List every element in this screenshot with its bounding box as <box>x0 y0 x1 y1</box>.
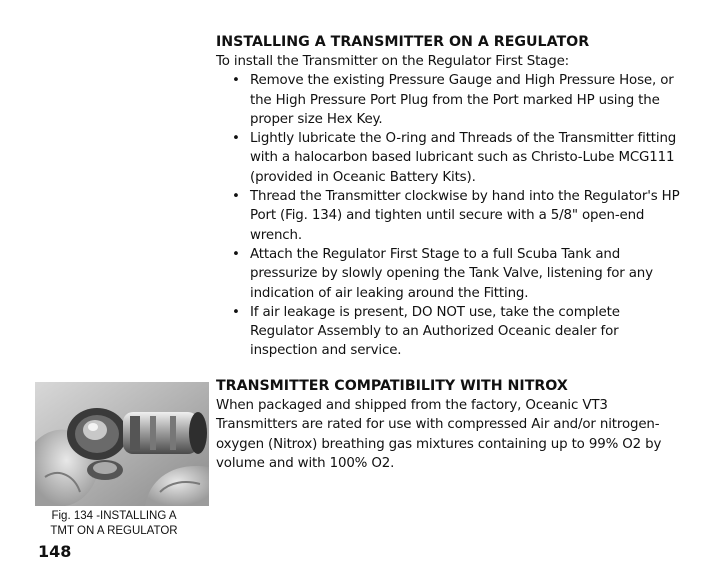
installing-steps-list <box>216 71 686 360</box>
installing-section <box>216 33 686 361</box>
bullet-icon: • <box>232 304 240 320</box>
bullet-icon: • <box>232 131 240 147</box>
bullet-icon: • <box>232 189 240 205</box>
caption-line-2: TMT ON A REGULATOR <box>50 525 178 537</box>
installing-step-5 <box>216 303 686 361</box>
caption-line-1: Fig. 134 -INSTALLING A <box>51 510 177 522</box>
nitrox-heading: TRANSMITTER COMPATIBILITY WITH NITROX <box>216 378 568 394</box>
transmitter-photo-illustration <box>35 382 209 506</box>
figure-134-photo <box>35 382 209 506</box>
installing-step-3 <box>216 187 686 245</box>
installing-step-2-text: Lightly lubricate the O-ring and Threads of the Transmitter fitting with a halocarbon based lubricant such as Christo-Lube MCG111 (provided in Oceanic Battery Kits). <box>250 131 677 185</box>
bullet-icon: • <box>232 73 240 89</box>
installing-step-2 <box>216 129 686 187</box>
installing-heading: INSTALLING A TRANSMITTER ON A REGULATOR <box>216 34 590 50</box>
installing-step-5-text: If air leakage is present, DO NOT use, take the complete Regulator Assembly to an Authorized Oceanic dealer for inspection and service. <box>250 304 620 359</box>
installing-step-4 <box>216 245 686 303</box>
installing-intro: To install the Transmitter on the Regulator First Stage: <box>216 54 570 69</box>
nitrox-section <box>216 377 686 473</box>
figure-134-caption <box>35 509 193 539</box>
installing-step-4-text: Attach the Regulator First Stage to a full Scuba Tank and pressurize by slowly opening the Tank Valve, listening for any indication of air leaking around the Fitting. <box>250 246 653 301</box>
installing-step-1-text: Remove the existing Pressure Gauge and High Pressure Hose, or the High Pressure Port Plug from the Port marked HP using the proper size Hex Key. <box>250 73 674 127</box>
nitrox-paragraph: When packaged and shipped from the factory, Oceanic VT3 Transmitters are rated for use with compressed Air and/or nitrogen-oxygen (Nitrox) breathing gas mixtures containing up to 99% O2 by volume and with 100% O2. <box>216 398 662 471</box>
installing-step-1 <box>216 71 686 129</box>
page-number: 148 <box>38 542 72 561</box>
bullet-icon: • <box>232 246 240 262</box>
installing-step-3-text: Thread the Transmitter clockwise by hand into the Regulator's HP Port (Fig. 134) and tighten until secure with a 5/8" open-end wrench. <box>250 189 680 243</box>
